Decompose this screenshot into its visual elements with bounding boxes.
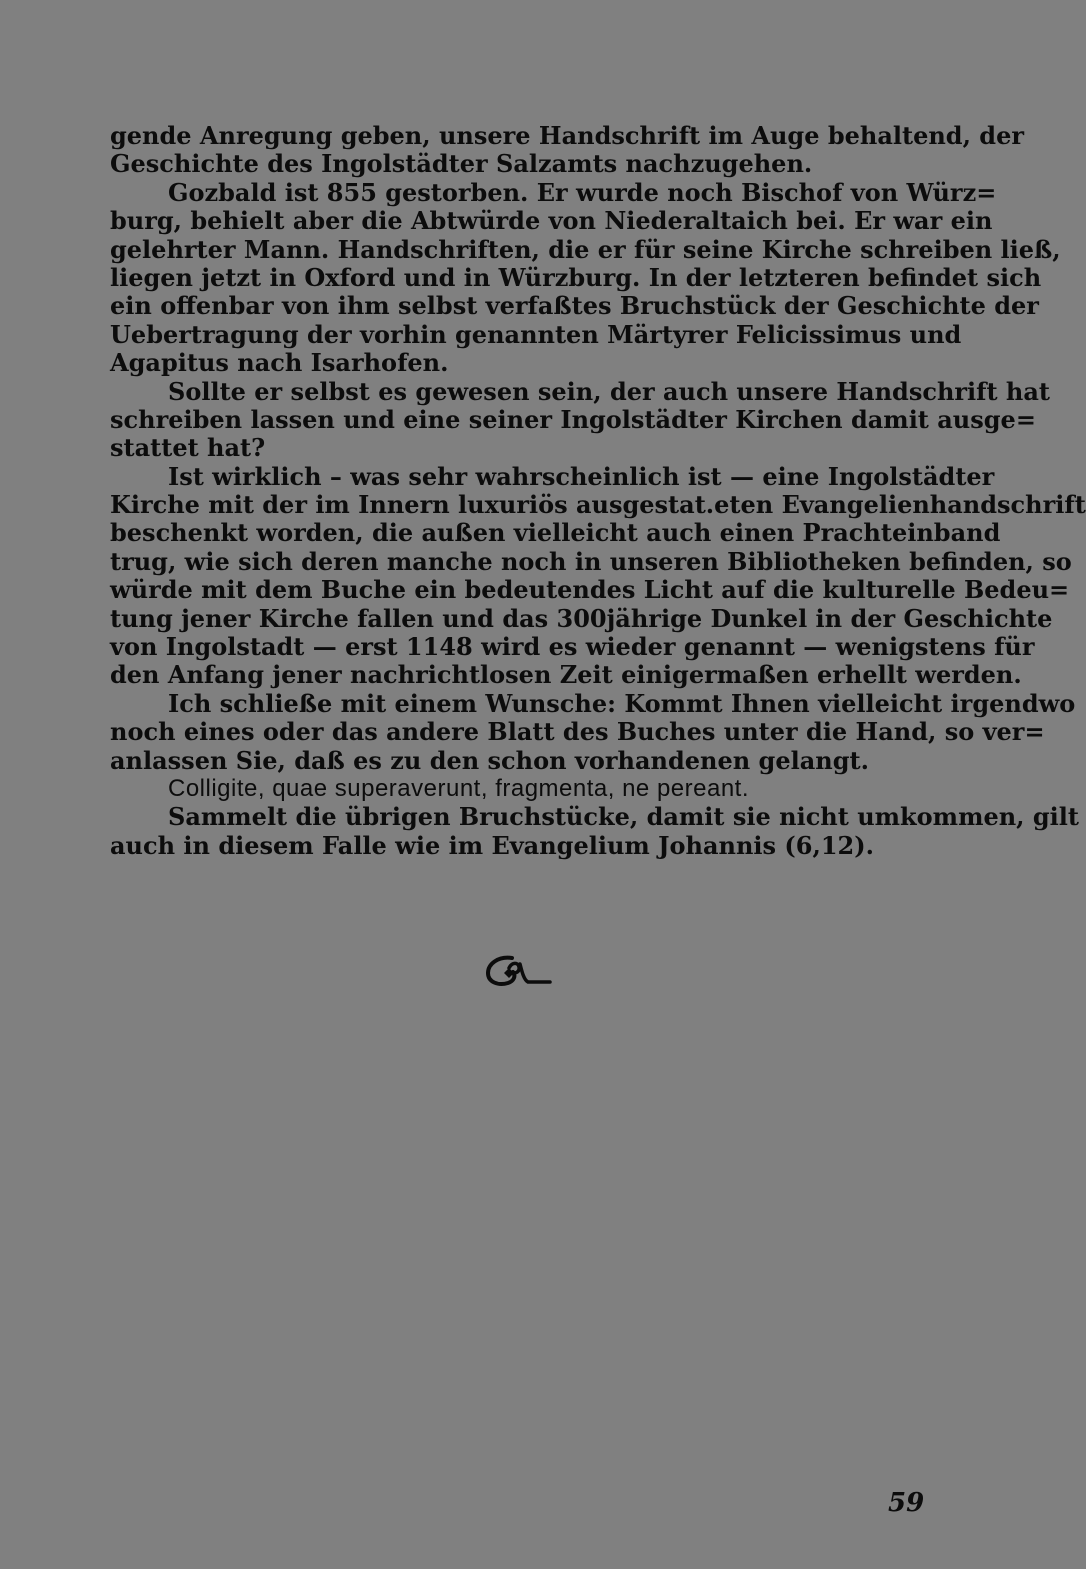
text-line: Gozbald ist 855 gestorben. Er wurde noch Bischof von Würz= [168, 177, 997, 207]
text-line: Ich schließe mit einem Wunsche: Kommt Ihnen vielleicht irgendwo [168, 688, 1076, 718]
text-line: noch eines oder das andere Blatt des Buches unter die Hand, so ver= [110, 717, 1045, 747]
text-line: Uebertragung der vorhin genannten Märtyrer Felicissimus und [110, 319, 962, 349]
text-line: gende Anregung geben, unsere Handschrift im Auge behaltend, der [110, 121, 1024, 150]
text-line: Sammelt die übrigen Bruchstücke, damit sie nicht umkommen, gilt [168, 802, 1079, 832]
text-line: beschenkt worden, die außen vielleicht auch einen Prachteinband [110, 518, 1001, 548]
text-line: Sollte er selbst es gewesen sein, der auch unsere Handschrift hat [168, 376, 1051, 406]
text-line: anlassen Sie, daß es zu den schon vorhandenen gelangt. [110, 745, 869, 775]
page-number: 59 [888, 1488, 925, 1518]
text-line: gelehrter Mann. Handschriften, die er für seine Kirche schreiben ließ, [110, 234, 1061, 264]
body-text [110, 121, 1086, 860]
text-line: Agapitus nach Isarhofen. [110, 348, 449, 378]
latin-quotation: Colligite, quae superaverunt, fragmenta, ne pereant. [168, 774, 750, 802]
text-line: burg, behielt aber die Abtwürde von Niederaltaich bei. Er war ein [110, 206, 993, 236]
text-line: den Anfang jener nachrichtlosen Zeit einigermaßen erhellt werden. [110, 660, 1022, 690]
text-line: stattet hat? [110, 433, 266, 463]
text-line: von Ingolstadt — erst 1148 wird es wieder genannt — wenigstens für [110, 632, 1035, 662]
text-line: schreiben lassen und eine seiner Ingolstädter Kirchen damit ausge= [110, 404, 1036, 434]
text-line: Geschichte des Ingolstädter Salzamts nachzugehen. [110, 149, 813, 179]
text-line: würde mit dem Buche ein bedeutendes Licht auf die kulturelle Bedeu= [110, 575, 1070, 605]
text-line: ein offenbar von ihm selbst verfaßtes Bruchstück der Geschichte der [110, 291, 1039, 321]
text-line: liegen jetzt in Oxford und in Würzburg. In der letzteren befindet sich [110, 262, 1042, 292]
fleuron-ornament-icon [482, 950, 554, 990]
text-line: trug, wie sich deren manche noch in unseren Bibliotheken befinden, so [110, 546, 1072, 576]
text-line: Kirche mit der im Innern luxuriös ausgestat.eten Evangelienhandschrift [110, 490, 1086, 520]
text-line: Ist wirklich – was sehr wahrscheinlich ist — eine Ingolstädter [168, 461, 995, 491]
text-line: tung jener Kirche fallen und das 300jährige Dunkel in der Geschichte [110, 603, 1053, 633]
text-line: auch in diesem Falle wie im Evangelium Johannis (6,12). [110, 830, 874, 860]
